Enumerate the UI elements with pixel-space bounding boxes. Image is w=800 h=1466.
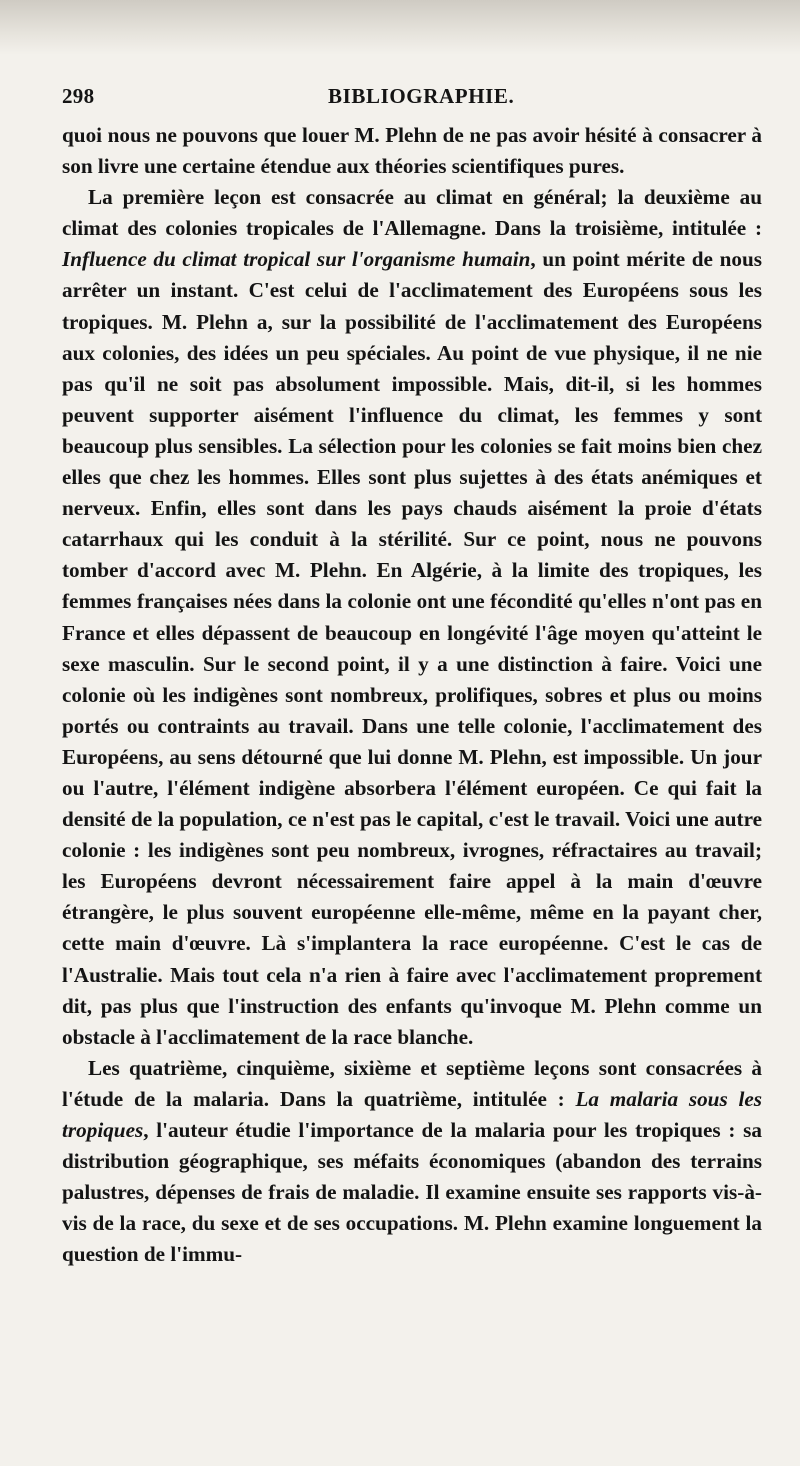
paragraph-text: quoi nous ne pouvons que louer M. Plehn de ne pas avoir hésité à consacrer à son livre une certaine étendue aux théories scientifiques pures. [62,123,762,179]
running-title: BIBLIOGRAPHIE. [328,84,515,108]
lesson-title-italic: La malaria sous les tropiques [62,1086,762,1142]
paragraph-2 [62,182,762,1053]
paragraph-text: , un point mérite de nous arrêter un instant. C'est celui de l'acclimatement des Européens sous les tropiques. M. Plehn a, sur la possibilité de l'acclimatement des Européens aux colonies, des idées un peu spéciales. Au point de vue physique, il ne nie pas qu'il ne soit pas absolument impossible. Mais, dit-il, si les hommes peuvent supporter aisément l'influence du climat, les femmes y sont beaucoup plus sensibles. La sélection pour les colonies se fait moins bien chez elles que chez les hommes. Elles sont plus sujettes à des états anémiques et nerveux. Enfin, elles sont dans les pays chauds aisément la proie d'états catarrhaux qui les conduit à la stérilité. Sur ce point, nous ne pouvons tomber d'accord avec M. Plehn. En Algérie, à la limite des tropiques, les femmes françaises nées dans la colonie ont une fécondité qu'elles n'ont pas en France et elles dépassent de beaucoup en longévité l'âge moyen qu'atteint le sexe masculin. Sur le second point, il y a une distinction à faire. Voici une colonie où les indigènes sont nombreux, prolifiques, sobres et plus ou moins portés ou contraints au travail. Dans une telle colonie, l'acclimatement des Européens, au sens détourné que lui donne M. Plehn, est impossible. Un jour ou l'autre, l'élément indigène absorbera l'élément européen. Ce qui fait la densité de la population, ce n'est pas le capital, c'est le travail. Voici une autre colonie : les indigènes sont peu nombreux, ivrognes, réfractaires au travail; les Européens devront nécessairement faire appel à la main d'œuvre étrangère, le plus souvent européenne elle-même, même en la payant cher, cette main d'œuvre. Là s'implantera la race européenne. C'est le cas de l'Australie. Mais tout cela n'a rien à faire avec l'acclimatement proprement dit, pas plus que l'instruction des enfants qu'invoque M. Plehn comme un obstacle à l'acclimatement de la race blanche. [62,247,762,1049]
page-number: 298 [62,84,95,108]
paragraph-1 [62,120,762,182]
lesson-title-italic: Influence du climat tropical sur l'organisme humain [62,247,531,272]
page-body [62,120,762,1270]
paragraph-text: , l'auteur étudie l'importance de la malaria pour les tropiques : sa distribution géographique, ses méfaits économiques (abandon des terrains palustres, dépenses de frais de maladie. Il examine ensuite ses rapports vis-à-vis de la race, du sexe et de ses occupations. M. Plehn examine longuement la question de l'immu- [62,1118,762,1267]
paragraph-text: Les quatrième, cinquième, sixième et septième leçons sont consacrées à l'étude de la malaria. Dans la quatrième, intitulée : [62,1055,762,1111]
paragraph-text: La première leçon est consacrée au climat en général; la deuxième au climat des colonies tropicales de l'Allemagne. Dans la troisième, intitulée : [62,185,762,241]
scan-top-edge [0,0,800,55]
paragraph-3 [62,1053,762,1271]
running-header [62,80,762,116]
